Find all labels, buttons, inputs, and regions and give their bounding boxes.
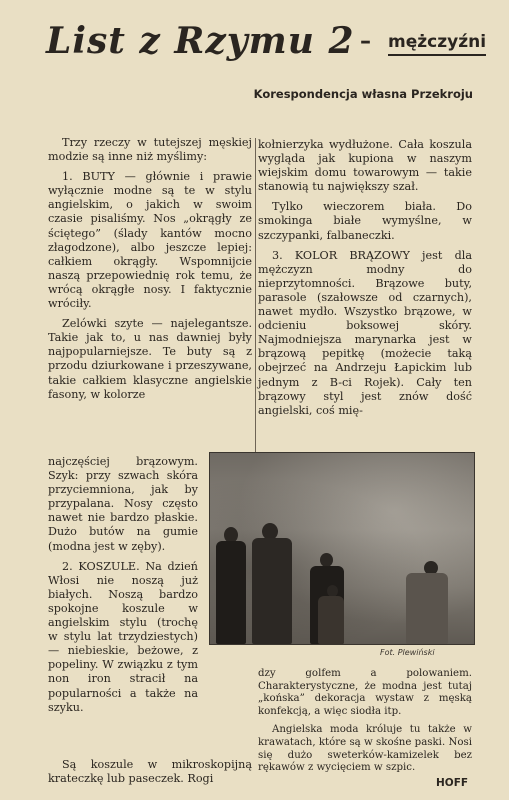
paragraph: Trzy rzeczy w tutejszej męskiej modzie są inne niż myślimy: <box>48 136 252 164</box>
column-divider <box>255 138 256 454</box>
left-narrow-column <box>48 455 198 721</box>
paragraph: Tylko wieczorem biała. Do smokinga białe wymyślne, w szczypanki, falbaneczki. <box>258 200 472 242</box>
paragraph: 1. BUTY — głównie i prawie wyłącznie modne są te w stylu angielskim, o jakich w swoim czasie pisaliśmy. Nos „okrągły ze ściętego” (ślady kantów mocno złagodzone), albo jeszcze lepiej: całkiem okrągły. Wspomnijcie naszą przepowiednię rok temu, że wrócą okrągłe nosy. I faktycznie wróciły. <box>48 170 252 311</box>
paragraph: Zelówki szyte — najelegantsze. Takie jak to, u nas dawniej były najpopularniejsze. Te buty są z przodu dziurkowane i przeszywane, takie całkiem klasyczne angielskie fasony, w kolorze <box>48 317 252 401</box>
title-dash: – <box>360 29 371 54</box>
paragraph: Są koszule w mikroskopijną krateczkę lub paseczek. Rogi <box>48 758 252 786</box>
figure-head <box>320 553 333 567</box>
left-column <box>48 136 252 402</box>
paragraph: dzy golfem a polowaniem. Charakterystyczne, że modna jest tutaj „końska” dekoracja wystaw z męską konfekcją, a więc siodła itp. <box>258 668 472 717</box>
figure <box>216 541 246 644</box>
paragraph: najczęściej brązowym. Szyk: przy szwach skóra przyciemniona, jak by przypalana. Nosy często nawet nie bardzo płaskie. Dużo butów na gumie (modna jest w zęby). <box>48 455 198 553</box>
paragraph: 3. KOLOR BRĄZOWY jest dla mężczyzn modny do nieprzytomności. Brązowe buty, parasole (szałowsze od czarnych), nawet mydło. Wszystko brązowe, w odcieniu boksowej skóry. Najmodniejsza marynarka jest w brązową pepitkę (możecie taką obejrzeć na Andrzeju Łapickim lub jednym z B-ci Rojek). Cały ten brązowy styl jest znów dość angielski, coś mię- <box>258 248 472 417</box>
figure <box>406 573 448 644</box>
article-header <box>46 20 486 72</box>
right-column <box>258 138 472 424</box>
figure <box>318 596 344 644</box>
paragraph: Angielska moda króluje tu także w krawatach, które są w skośne paski. Nosi się dużo sweterków-kamizelek bez rękawów z wycięciem w szpic. <box>258 724 472 774</box>
paragraph: 2. KOSZULE. Na dzień Włosi nie noszą już białych. Noszą bardzo spokojne koszule w angielskim stylu (trochę w stylu lat trzydziestych) — niebieskie, beżowe, z popeliny. W związku z tym non iron stracił na popularności a także na szyku. <box>48 559 198 714</box>
photo-men-on-terrace <box>209 452 475 645</box>
author-signature: HOFF <box>436 777 469 789</box>
paragraph: kołnierzyka wydłużone. Cała koszula wygląda jak kupiona w naszym wiejskim domu towarowym — takie stanowią tu największy szał. <box>258 138 472 194</box>
article-title: List z Rzymu 2 <box>46 20 355 62</box>
photo-caption: Fot. Plewiński <box>380 648 435 657</box>
left-bottom-column <box>48 758 252 792</box>
figure <box>252 538 292 644</box>
right-bottom-column <box>258 668 472 775</box>
article-subtitle: mężczyźni <box>388 32 486 56</box>
byline: Korespondencja własna Przekroju <box>253 87 473 101</box>
